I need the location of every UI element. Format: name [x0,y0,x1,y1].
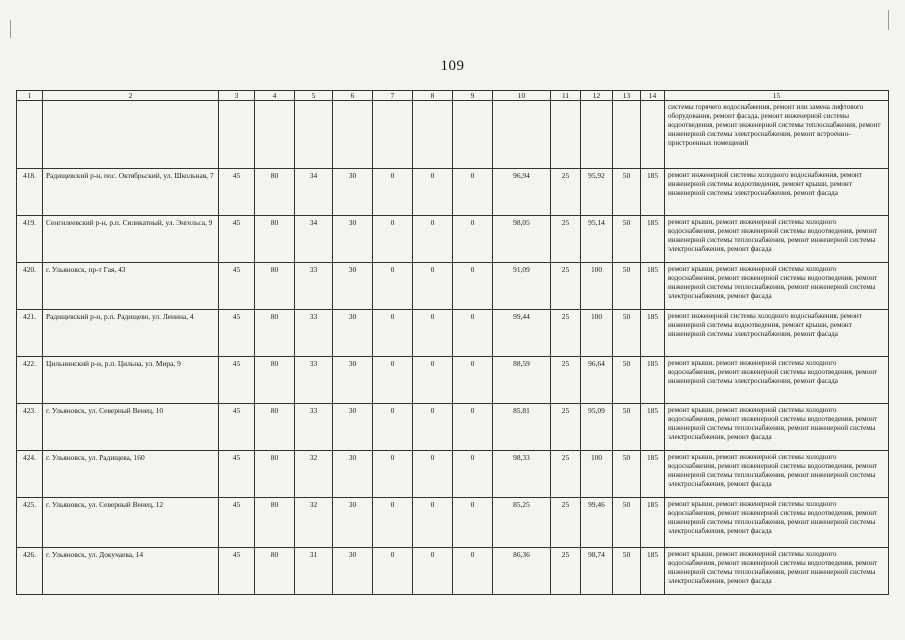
value-cell: 50 [613,498,641,548]
value-cell: 0 [453,357,493,404]
column-header: 6 [333,91,373,101]
value-cell: 50 [613,451,641,498]
value-cell: 50 [613,263,641,310]
value-cell: 80 [255,357,295,404]
value-cell: 30 [333,310,373,357]
value-cell: 45 [219,451,255,498]
value-cell: 185 [641,169,665,216]
column-header: 3 [219,91,255,101]
value-cell: 0 [373,451,413,498]
value-cell: 25 [551,404,581,451]
column-header: 14 [641,91,665,101]
value-cell: 25 [551,216,581,263]
value-cell: 88,59 [493,357,551,404]
value-cell: 50 [613,310,641,357]
value-cell: 96,94 [493,169,551,216]
value-cell: 30 [333,216,373,263]
value-cell: 33 [295,357,333,404]
value-cell: 96,64 [581,357,613,404]
address-cell: г. Ульяновск, ул. Северный Венец, 12 [43,498,219,548]
value-cell: 0 [453,216,493,263]
scan-edge-mark [10,20,11,38]
value-cell: 80 [255,548,295,595]
value-cell: 100 [581,310,613,357]
column-header: 11 [551,91,581,101]
row-number: 424. [17,451,43,498]
value-cell: 86,36 [493,548,551,595]
value-cell: 185 [641,498,665,548]
value-cell: 30 [333,263,373,310]
address-cell: г. Ульяновск, пр-т Гая, 43 [43,263,219,310]
value-cell: 0 [413,169,453,216]
value-cell: 0 [413,357,453,404]
value-cell: 80 [255,216,295,263]
value-cell: 0 [453,169,493,216]
table-row [17,310,889,357]
value-cell: 0 [453,404,493,451]
address-cell: Радищевский р-н, р.п. Радищево, ул. Ленина, 4 [43,310,219,357]
value-cell: 98,05 [493,216,551,263]
column-header: 15 [665,91,889,101]
value-cell: 50 [613,548,641,595]
value-cell: 34 [295,169,333,216]
value-cell: 50 [613,357,641,404]
value-cell: 0 [453,498,493,548]
value-cell: 185 [641,548,665,595]
value-cell: 45 [219,498,255,548]
value-cell: 45 [219,404,255,451]
scan-edge-mark [888,10,889,30]
value-cell: 100 [581,263,613,310]
value-cell: 185 [641,451,665,498]
row-number: 425. [17,498,43,548]
row-number: 421. [17,310,43,357]
value-cell: 0 [453,548,493,595]
works-cell: ремонт крыши, ремонт инженерной системы холодного водоснабжения, ремонт инженерной системы водоотведения, ремонт инженерной системы теплоснабжения, ремонт инженерной системы электроснабжения, ремонт фасада [665,404,889,451]
value-cell: 98,33 [493,451,551,498]
value-cell: 45 [219,263,255,310]
column-header: 7 [373,91,413,101]
continuation-row [17,101,889,169]
value-cell: 30 [333,404,373,451]
value-cell: 25 [551,498,581,548]
value-cell: 34 [295,216,333,263]
works-cell: ремонт крыши, ремонт инженерной системы холодного водоснабжения, ремонт инженерной системы водоотведения, ремонт инженерной системы теплоснабжения, ремонт инженерной системы электроснабжения, ремонт фасада [665,451,889,498]
value-cell: 0 [373,498,413,548]
column-header: 10 [493,91,551,101]
value-cell: 0 [453,263,493,310]
table-row [17,216,889,263]
works-cell: ремонт инженерной системы холодного водоснабжения, ремонт инженерной системы водоотведения, ремонт крыши, ремонт инженерной системы электроснабжения, ремонт фасада [665,310,889,357]
value-cell: 0 [413,404,453,451]
value-cell: 25 [551,263,581,310]
value-cell: 185 [641,263,665,310]
value-cell: 100 [581,451,613,498]
value-cell: 0 [453,310,493,357]
value-cell: 33 [295,404,333,451]
row-number: 422. [17,357,43,404]
column-header: 13 [613,91,641,101]
works-cell: ремонт инженерной системы холодного водоснабжения, ремонт инженерной системы водоотведения, ремонт крыши, ремонт инженерной системы электроснабжения, ремонт фасада [665,169,889,216]
value-cell: 25 [551,169,581,216]
address-cell: г. Ульяновск, ул. Докучаева, 14 [43,548,219,595]
value-cell: 80 [255,498,295,548]
value-cell: 33 [295,263,333,310]
value-cell: 30 [333,548,373,595]
value-cell: 0 [413,216,453,263]
value-cell: 0 [373,310,413,357]
value-cell: 185 [641,310,665,357]
works-cell: ремонт крыши, ремонт инженерной системы холодного водоснабжения, ремонт инженерной системы водоотведения, ремонт инженерной системы теплоснабжения, ремонт инженерной системы электроснабжения, ремонт фасада [665,263,889,310]
column-header: 12 [581,91,613,101]
address-cell: Сенгилеевский р-н, р.п. Силикатный, ул. Энгельса, 9 [43,216,219,263]
program-table [16,90,889,595]
value-cell: 30 [333,169,373,216]
value-cell: 25 [551,310,581,357]
value-cell: 99,46 [581,498,613,548]
value-cell: 185 [641,404,665,451]
address-cell: г. Ульяновск, ул. Радищева, 160 [43,451,219,498]
value-cell: 30 [333,451,373,498]
value-cell: 0 [373,357,413,404]
works-cell: ремонт крыши, ремонт инженерной системы холодного водоснабжения, ремонт инженерной системы водоотведения, ремонт инженерной системы теплоснабжения, ремонт инженерной системы электроснабжения, ремонт фасада [665,498,889,548]
column-header: 1 [17,91,43,101]
value-cell: 0 [413,548,453,595]
value-cell: 0 [373,169,413,216]
table-row [17,169,889,216]
value-cell: 32 [295,451,333,498]
value-cell: 80 [255,310,295,357]
row-number: 420. [17,263,43,310]
value-cell: 45 [219,216,255,263]
table-row [17,498,889,548]
value-cell: 80 [255,451,295,498]
value-cell: 45 [219,548,255,595]
value-cell: 25 [551,357,581,404]
value-cell: 85,81 [493,404,551,451]
value-cell: 31 [295,548,333,595]
row-number: 423. [17,404,43,451]
value-cell: 98,74 [581,548,613,595]
works-cell: ремонт крыши, ремонт инженерной системы холодного водоснабжения, ремонт инженерной системы водоотведения, ремонт инженерной системы электроснабжения, ремонт фасада [665,357,889,404]
value-cell: 50 [613,404,641,451]
table-row [17,548,889,595]
address-cell: г. Ульяновск, ул. Северный Венец, 10 [43,404,219,451]
value-cell: 0 [373,216,413,263]
address-cell: Радищевский р-н, пос. Октябрьский, ул. Школьная, 7 [43,169,219,216]
value-cell: 95,09 [581,404,613,451]
row-number: 426. [17,548,43,595]
column-header: 2 [43,91,219,101]
table-row [17,357,889,404]
value-cell: 0 [413,263,453,310]
column-header: 5 [295,91,333,101]
column-number-row [17,91,889,101]
value-cell: 25 [551,451,581,498]
value-cell: 91,09 [493,263,551,310]
table-row [17,404,889,451]
value-cell: 95,92 [581,169,613,216]
address-cell: Цильнинский р-н, р.п. Цильна, ул. Мира, 9 [43,357,219,404]
value-cell: 85,25 [493,498,551,548]
value-cell: 0 [373,548,413,595]
value-cell: 50 [613,216,641,263]
value-cell: 80 [255,169,295,216]
value-cell: 0 [413,498,453,548]
value-cell: 0 [413,451,453,498]
value-cell: 0 [413,310,453,357]
table-row [17,451,889,498]
value-cell: 45 [219,169,255,216]
row-number: 418. [17,169,43,216]
value-cell: 80 [255,404,295,451]
works-cell: системы горячего водоснабжения, ремонт или замена лифтового оборудования, ремонт фасада, ремонт инженерной системы водоотведения, ремонт инженерной системы теплоснабжения, ремонт инженерной системы электроснабжения, ремонт встроенно-пристроенных помещений [665,101,889,169]
value-cell: 45 [219,310,255,357]
column-header: 4 [255,91,295,101]
value-cell: 0 [373,404,413,451]
value-cell: 99,44 [493,310,551,357]
value-cell: 80 [255,263,295,310]
value-cell: 33 [295,310,333,357]
works-cell: ремонт крыши, ремонт инженерной системы холодного водоснабжения, ремонт инженерной системы водоотведения, ремонт инженерной системы теплоснабжения, ремонт инженерной системы электроснабжения, ремонт фасада [665,548,889,595]
value-cell: 30 [333,498,373,548]
value-cell: 25 [551,548,581,595]
column-header: 8 [413,91,453,101]
value-cell: 95,14 [581,216,613,263]
value-cell: 30 [333,357,373,404]
row-number: 419. [17,216,43,263]
value-cell: 0 [373,263,413,310]
page-number: 109 [440,58,465,74]
value-cell: 185 [641,357,665,404]
value-cell: 45 [219,357,255,404]
table-row [17,263,889,310]
value-cell: 0 [453,451,493,498]
value-cell: 185 [641,216,665,263]
works-cell: ремонт крыши, ремонт инженерной системы холодного водоснабжения, ремонт инженерной системы водоотведения, ремонт инженерной системы теплоснабжения, ремонт инженерной системы электроснабжения, ремонт фасада [665,216,889,263]
value-cell: 50 [613,169,641,216]
column-header: 9 [453,91,493,101]
value-cell: 32 [295,498,333,548]
